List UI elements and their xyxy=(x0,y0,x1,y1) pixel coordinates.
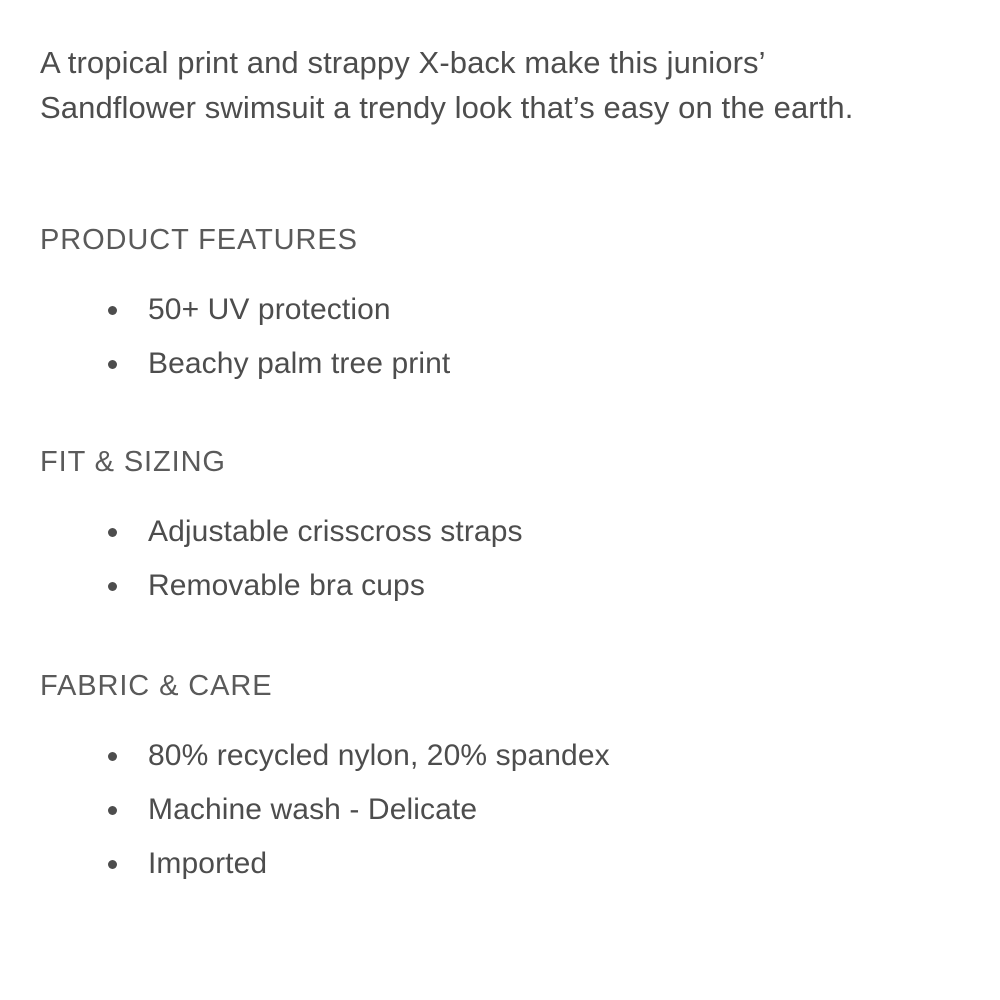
list-item-label: Adjustable crisscross straps xyxy=(148,515,523,548)
bullet-icon xyxy=(108,806,117,815)
list-item-label: 50+ UV protection xyxy=(148,293,391,326)
list-item xyxy=(40,505,960,559)
bullet-icon xyxy=(108,752,117,761)
list-item-label: Beachy palm tree print xyxy=(148,347,451,380)
list-item xyxy=(40,729,960,783)
list-item xyxy=(40,283,960,337)
section-heading-fabric-care: FABRIC & CARE xyxy=(40,670,273,702)
bullet-icon xyxy=(108,582,117,591)
list-item xyxy=(40,837,960,891)
product-description: A tropical print and strappy X-back make this juniors’ Sandflower swimsuit a trendy look that’s easy on the earth. xyxy=(40,45,854,125)
list-item-label: Imported xyxy=(148,847,268,880)
list-item xyxy=(40,783,960,837)
list-item xyxy=(40,559,960,613)
bullet-icon xyxy=(108,360,117,369)
fit-sizing-list xyxy=(40,479,960,613)
bullet-icon xyxy=(108,306,117,315)
list-item-label: 80% recycled nylon, 20% spandex xyxy=(148,739,610,772)
section-heading-fit-sizing: FIT & SIZING xyxy=(40,446,226,478)
list-item-label: Machine wash - Delicate xyxy=(148,793,478,826)
bullet-icon xyxy=(108,528,117,537)
fabric-care-list xyxy=(40,703,960,891)
bullet-icon xyxy=(108,860,117,869)
section-heading-product-features: PRODUCT FEATURES xyxy=(40,224,358,256)
list-item-label: Removable bra cups xyxy=(148,569,425,602)
product-features-list xyxy=(40,257,960,391)
list-item xyxy=(40,337,960,391)
